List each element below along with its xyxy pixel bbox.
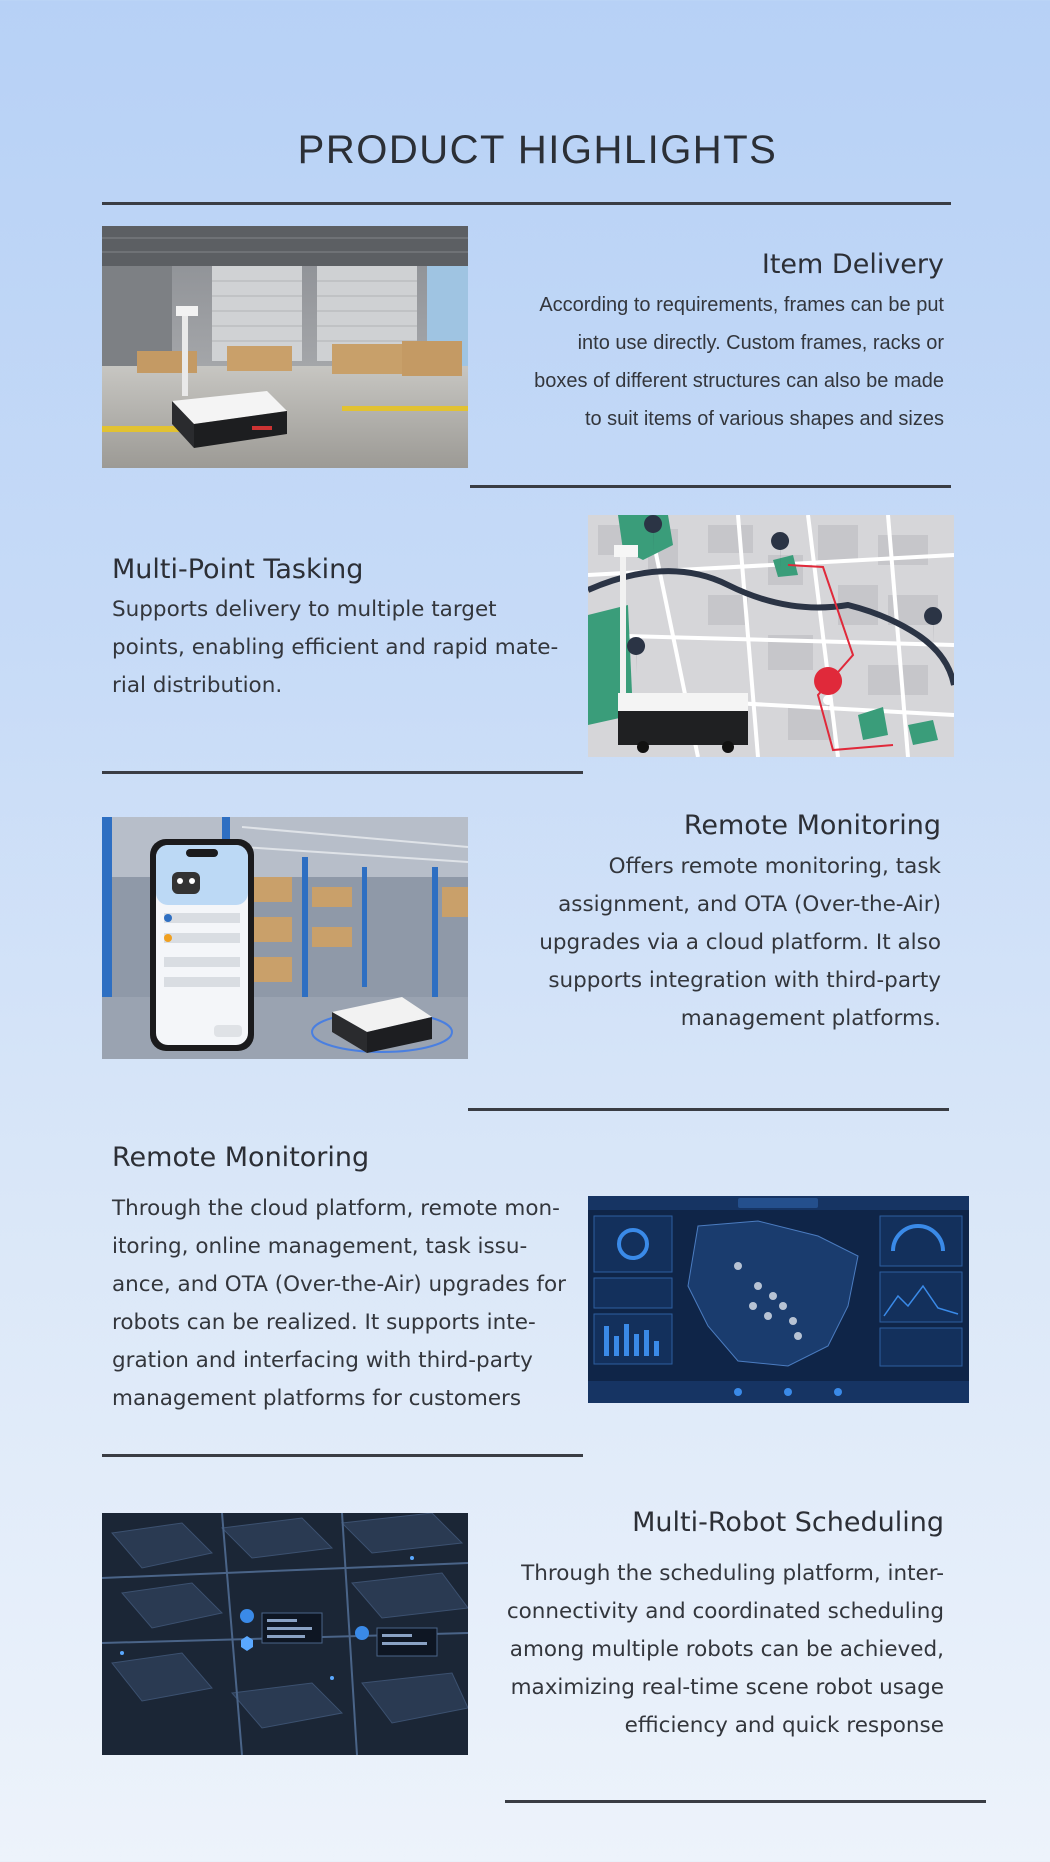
- section-heading: Multi-Robot Scheduling: [632, 1507, 944, 1538]
- text-line: ance, and OTA (Over-the-Air) upgrades for: [112, 1272, 566, 1297]
- cloud-dashboard-image: [588, 1196, 969, 1403]
- text-line: maximizing real-time scene robot usage: [510, 1675, 944, 1700]
- text-line: itoring, online management, task issu-: [112, 1234, 528, 1259]
- section-heading: Multi-Point Tasking: [112, 554, 364, 585]
- text-line: boxes of different structures can also be made: [534, 370, 944, 392]
- text-line: upgrades via a cloud platform. It also: [539, 930, 941, 955]
- divider: [505, 1800, 986, 1803]
- text-line: Offers remote monitoring, task: [608, 854, 941, 879]
- phone-app-warehouse-image: [102, 817, 468, 1059]
- divider: [468, 1108, 949, 1111]
- text-line: into use directly. Custom frames, racks or: [577, 332, 944, 354]
- divider: [470, 485, 951, 488]
- section-text: [470, 848, 941, 1038]
- text-line: management platforms.: [680, 1006, 941, 1031]
- section-text: [470, 286, 944, 438]
- scheduling-map-image: [102, 1513, 468, 1755]
- text-line: connectivity and coordinated scheduling: [506, 1599, 944, 1624]
- text-line: assignment, and OTA (Over-the-Air): [558, 892, 941, 917]
- section-heading: Remote Monitoring: [683, 810, 941, 841]
- section-heading: Remote Monitoring: [112, 1142, 370, 1173]
- divider: [102, 771, 583, 774]
- warehouse-robot-image: [102, 226, 468, 468]
- divider: [102, 1454, 583, 1457]
- text-line: Through the cloud platform, remote mon-: [112, 1196, 560, 1221]
- text-line: to suit items of various shapes and sizes: [584, 408, 944, 430]
- text-line: Supports delivery to multiple target: [112, 597, 497, 622]
- text-line: According to requirements, frames can be put: [539, 294, 944, 316]
- text-line: Through the scheduling platform, inter-: [521, 1561, 944, 1586]
- section-text: [470, 1555, 944, 1745]
- text-line: points, enabling efficient and rapid mate-: [112, 635, 559, 660]
- text-line: robots can be realized. It supports inte-: [112, 1310, 536, 1335]
- text-line: supports integration with third-party: [548, 968, 941, 993]
- page-title: PRODUCT HIGHLIGHTS: [297, 128, 778, 172]
- text-line: management platforms for customers: [112, 1386, 522, 1411]
- text-line: efficiency and quick response: [624, 1713, 944, 1738]
- text-line: rial distribution.: [112, 673, 283, 698]
- city-map-robot-image: [588, 515, 954, 757]
- section-heading: Item Delivery: [761, 249, 944, 280]
- divider: [102, 202, 951, 205]
- text-line: among multiple robots can be achieved,: [509, 1637, 944, 1662]
- section-text: [112, 591, 592, 705]
- text-line: gration and interfacing with third-party: [112, 1348, 533, 1373]
- section-text: [112, 1190, 592, 1418]
